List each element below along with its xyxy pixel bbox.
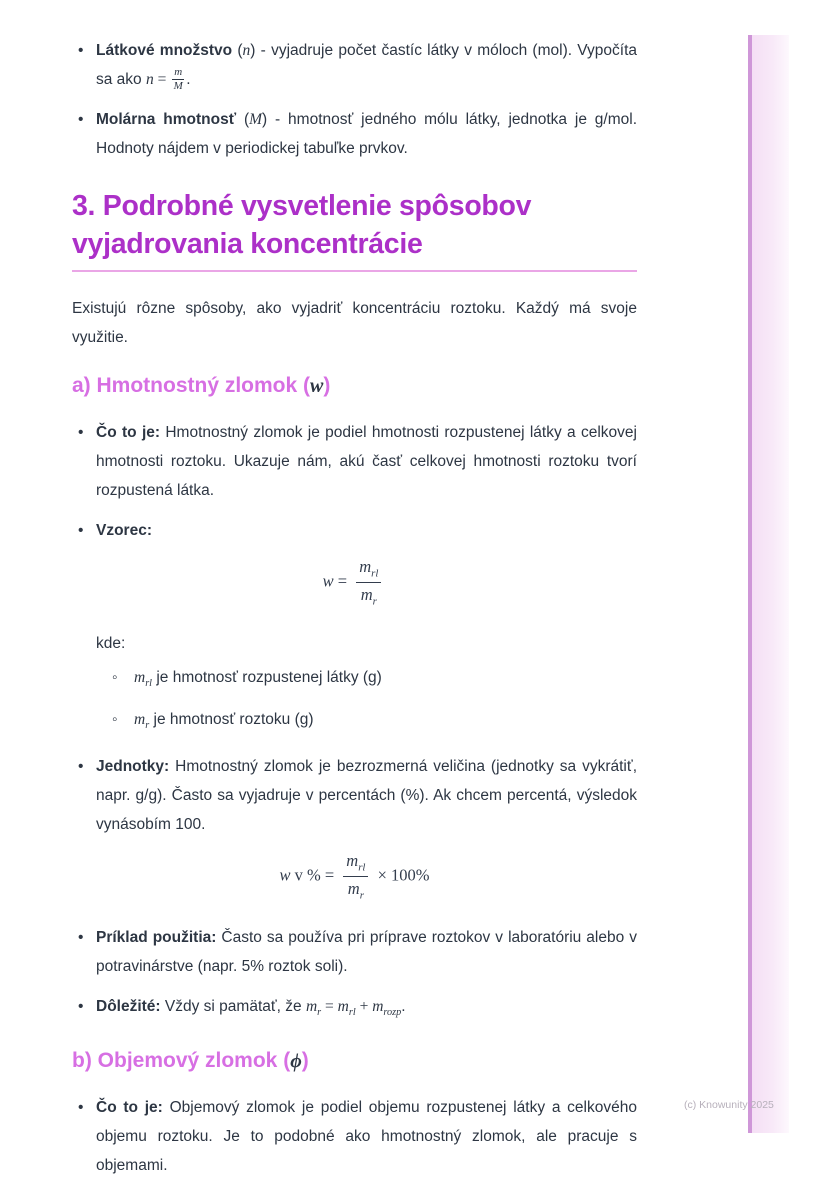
- math-equals: =: [153, 71, 171, 88]
- heading-text: ): [323, 374, 331, 397]
- math-text: v % =: [290, 865, 339, 885]
- sublist-item-mrl: [112, 663, 637, 698]
- math-equals: =: [333, 571, 352, 591]
- math-var-w: w: [310, 375, 324, 397]
- math-var-m: m: [346, 850, 359, 870]
- list-item-jednotky: [72, 752, 637, 839]
- list-item-vzorec: [72, 516, 637, 545]
- formula-mass-fraction-percent: [72, 851, 637, 903]
- math-var-n: n: [145, 71, 154, 88]
- copyright-footer: (c) Knowunity 2025: [684, 1099, 774, 1111]
- term-bold: Čo to je:: [96, 1098, 163, 1116]
- math-var-phi: ϕ: [290, 1049, 302, 1072]
- math-var-m: m: [347, 879, 360, 899]
- intro-list: [72, 36, 637, 163]
- list-item-latkove-mnozstvo: [72, 36, 637, 94]
- list-item-co-to-je-b: [72, 1093, 637, 1180]
- term-bold: Molárna hmotnosť: [96, 111, 237, 128]
- text: Často sa používa pri príprave roztokov v laboratóriu alebo v potravinárstve (napr. 5% roztok soli).: [96, 928, 637, 975]
- math-var-w: w: [322, 571, 334, 591]
- math-var-n: n: [242, 42, 251, 59]
- list-item-priklad: [72, 923, 637, 981]
- math-var-m: m: [360, 585, 373, 605]
- text: (: [232, 42, 243, 59]
- term-bold: Čo to je:: [96, 424, 161, 441]
- math-m-rl: $m_{rl}$: [337, 997, 356, 1018]
- text: Hmotnostný zlomok je podiel hmotnosti rozpustenej látky a celkovej hmotnosti roztoku. Ukazuje nám, akú časť celkovej hmotnosti roztoku tvorí rozpustená látka.: [96, 424, 637, 499]
- text: .: [186, 71, 191, 88]
- page-edge-stripe: [748, 35, 789, 1133]
- text: (: [236, 111, 250, 128]
- usage-list: [72, 923, 637, 1027]
- term-bold: Príklad použitia:: [96, 928, 217, 946]
- math-var-m: m: [359, 557, 372, 576]
- math-m-r: $m_r$: [134, 710, 150, 731]
- kde-sublist: [112, 663, 637, 740]
- subsection-a-list: [72, 418, 637, 545]
- heading-text: a) Hmotnostný zlomok (: [72, 374, 311, 397]
- jednotky-list: [72, 752, 637, 839]
- subsection-b-list: [72, 1093, 637, 1180]
- term-bold: Dôležité:: [96, 997, 161, 1015]
- math-equals: =: [321, 997, 338, 1015]
- heading-divider: [72, 270, 637, 272]
- math-var-w: w: [279, 865, 291, 885]
- math-m-r: $m_r$: [305, 997, 322, 1018]
- math-sub-r: r: [359, 889, 364, 902]
- term-bold: Vzorec:: [96, 522, 152, 539]
- math-plus: +: [355, 997, 373, 1015]
- subsection-a-heading: [72, 372, 637, 400]
- math-m-rl: $m_{rl}$: [134, 668, 153, 689]
- term-bold: Látkové množstvo: [96, 42, 233, 59]
- list-item-co-to-je: [72, 418, 637, 505]
- math-times-100: × 100%: [373, 865, 430, 885]
- subsection-b-heading: [72, 1047, 637, 1075]
- text: ) - hmotnosť jedného mólu látky, jednotka je g/mol. Hodnoty nájdem v periodickej tabuľke prvkov.: [96, 111, 637, 157]
- fraction: [343, 851, 368, 903]
- text: Objemový zlomok je podiel objemu rozpustenej látky a celkového objemu roztoku. Je to podobné ako hmotnostný zlomok, ale pracuje s objemami.: [96, 1098, 637, 1174]
- sublist-item-mr: [112, 705, 637, 740]
- text: je hmotnosť rozpustenej látky (g): [152, 668, 382, 686]
- list-item-molarna-hmotnost: [72, 105, 637, 163]
- math-sub-r: r: [372, 595, 377, 608]
- section-heading: 3. Podrobné vysvetlenie spôsobov vyjadrovania koncentrácie: [72, 190, 532, 260]
- math-var-M: M: [249, 111, 263, 128]
- text: Hmotnostný zlomok je bezrozmerná veličina (jednotky sa vykrátiť, napr. g/g). Často sa vyjadruje v percentách (%). Ak chcem percentá, výsledok vynásobím 100.: [96, 757, 637, 833]
- inline-fraction-m-over-M: $\frac{m}{M}$: [173, 66, 183, 92]
- fraction: [356, 557, 381, 609]
- list-item-dolezite: [72, 992, 637, 1027]
- term-bold: Jednotky:: [96, 757, 170, 775]
- kde-label: kde:: [96, 634, 126, 652]
- text: ) - vyjadruje počet častíc látky v móloch (mol). Vypočíta sa ako: [96, 42, 637, 88]
- document-content: [72, 36, 637, 1191]
- intro-paragraph: Existujú rôzne spôsoby, ako vyjadriť koncentráciu roztoku. Každý má svoje využitie.: [72, 300, 637, 346]
- text: je hmotnosť roztoku (g): [149, 710, 314, 728]
- math-sub-rl: rl: [371, 567, 379, 580]
- heading-text: b) Objemový zlomok (: [72, 1048, 291, 1072]
- math-sub-rl: rl: [358, 861, 366, 874]
- heading-text: ): [301, 1048, 309, 1072]
- formula-mass-fraction: [72, 557, 637, 609]
- text: Vždy si pamätať, že: [160, 997, 306, 1015]
- math-m-rozp: $m_{rozp}$: [372, 997, 402, 1018]
- text: .: [401, 997, 406, 1015]
